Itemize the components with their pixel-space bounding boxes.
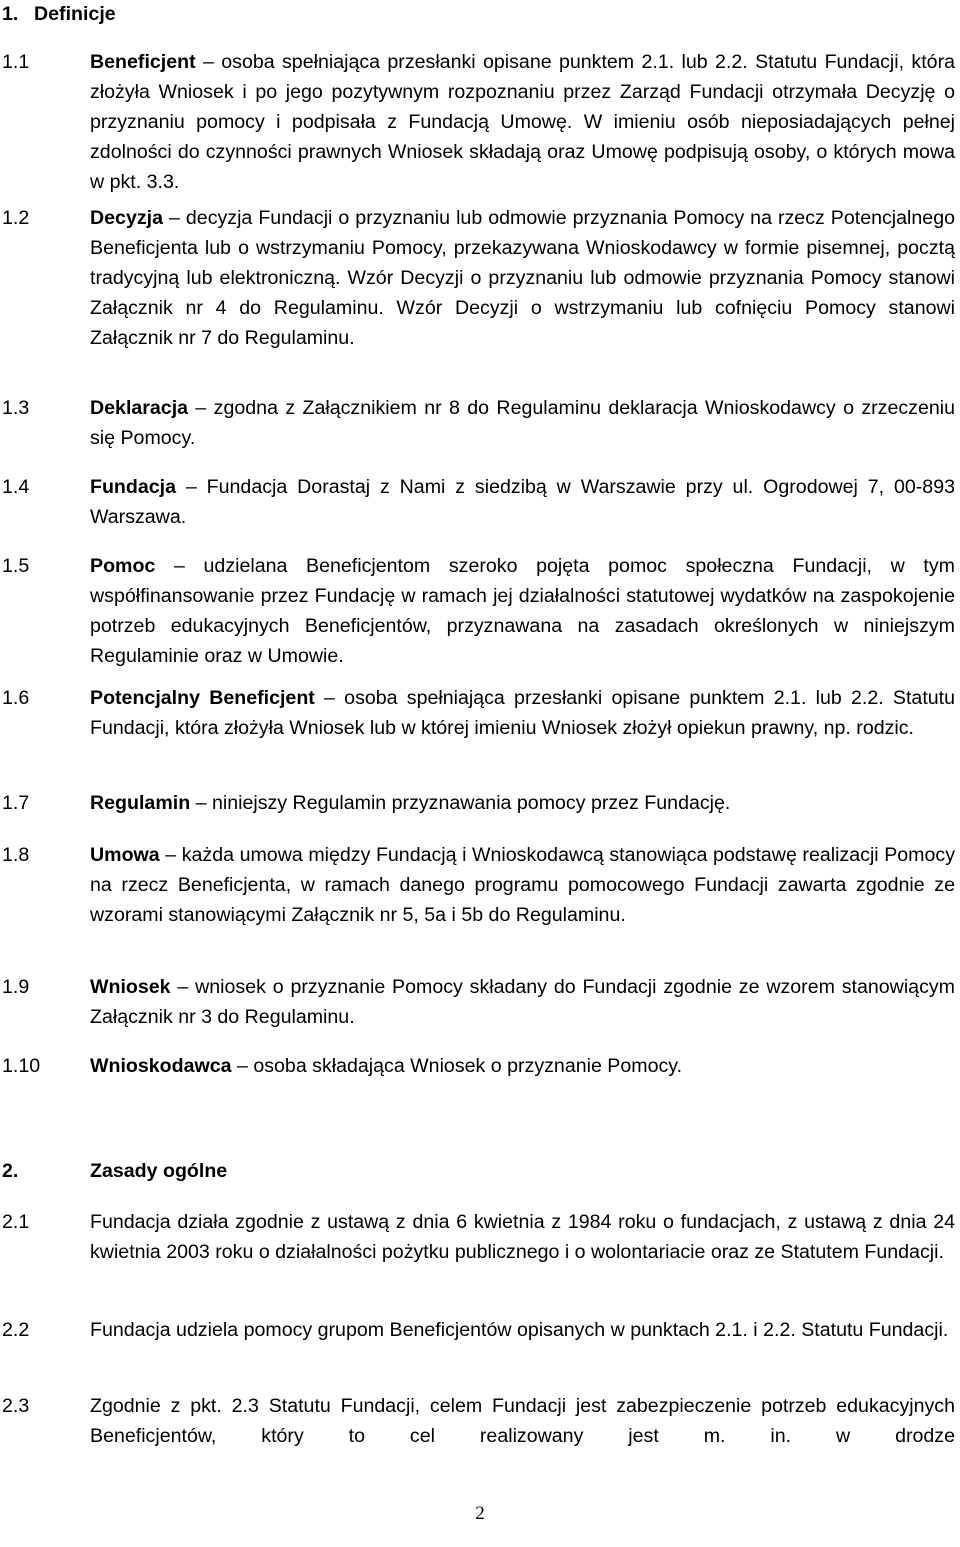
item-number: 1.4 [2, 476, 30, 498]
item-number: 1.7 [2, 792, 30, 814]
section-title: Zasady ogólne [90, 1160, 228, 1182]
item-term: Umowa [90, 844, 160, 866]
item-body [90, 1051, 955, 1081]
item-body [90, 47, 955, 197]
item-number: 2.2 [2, 1319, 30, 1341]
item-term: Fundacja [90, 476, 177, 498]
item-text: – każda umowa między Fundacją i Wnioskodawcą stanowiąca podstawę realizacji Pomocy na rzecz Beneficjenta, w ramach danego programu pomocowego Fundacji zawarta zgodnie ze wzorami stanowiącymi Załącznik nr 5, 5a i 5b do Regulaminu. [90, 844, 955, 926]
item-number: 1.10 [2, 1055, 41, 1077]
item-text: – wniosek o przyznanie Pomocy składany do Fundacji zgodnie ze wzorem stanowiącym Załącznik nr 3 do Regulaminu. [90, 976, 955, 1028]
page-number: 2 [475, 1503, 485, 1524]
item-body [90, 551, 955, 671]
item-number: 1.2 [2, 207, 30, 229]
item-number: 1.8 [2, 844, 30, 866]
item-term: Decyzja [90, 207, 163, 229]
item-body [90, 788, 955, 818]
item-number: 1.6 [2, 687, 30, 709]
item-term: Beneficjent [90, 51, 196, 73]
item-body [90, 1315, 955, 1345]
item-body [90, 1207, 955, 1267]
item-text: Fundacja udziela pomocy grupom Beneficjentów opisanych w punktach 2.1. i 2.2. Statutu Fundacji. [90, 1319, 949, 1341]
item-term: Potencjalny Beneficjent [90, 687, 315, 709]
item-text: – niniejszy Regulamin przyznawania pomocy przez Fundację. [190, 792, 731, 814]
section-title: Definicje [34, 3, 116, 25]
item-term: Deklaracja [90, 397, 189, 419]
item-body [90, 972, 955, 1032]
item-text: – decyzja Fundacji o przyznaniu lub odmowie przyznania Pomocy na rzecz Potencjalnego Beneficjenta lub o wstrzymaniu Pomocy, przekazywana Wnioskodawcy w formie pisemnej, pocztą tradycyjną lub elektroniczną. Wzór Decyzji o przyznaniu lub odmowie przyznania Pomocy stanowi Załącznik nr 4 do Regulaminu. Wzór Decyzji o wstrzymaniu lub cofnięciu Pomocy stanowi Załącznik nr 7 do Regulaminu. [90, 207, 955, 349]
section-number: 2. [2, 1160, 19, 1182]
item-number: 1.1 [2, 51, 30, 73]
item-text: – osoba składająca Wniosek o przyznanie Pomocy. [231, 1055, 683, 1077]
item-number: 1.3 [2, 397, 30, 419]
item-body [90, 840, 955, 930]
item-term: Wnioskodawca [90, 1055, 232, 1077]
item-text: – zgodna z Załącznikiem nr 8 do Regulaminu deklaracja Wnioskodawcy o zrzeczeniu się Pomocy. [90, 397, 955, 449]
item-text: – udzielana Beneficjentom szeroko pojęta pomoc społeczna Fundacji, w tym współfinansowanie przez Fundację w ramach jej działalności statutowej wydatków na zaspokojenie potrzeb edukacyjnych Beneficjentów, przyznawana na zasadach określonych w niniejszym Regulaminie oraz w Umowie. [90, 555, 955, 667]
section-number: 1. [2, 3, 19, 25]
section-heading-general-rules [0, 1157, 960, 1185]
item-term: Regulamin [90, 792, 191, 814]
item-text: Zgodnie z pkt. 2.3 Statutu Fundacji, celem Fundacji jest zabezpieczenie potrzeb edukacyjnych Beneficjentów, który to cel realizowany jest m. in. w drodze [90, 1395, 955, 1447]
item-text: – osoba spełniająca przesłanki opisane punktem 2.1. lub 2.2. Statutu Fundacji, która złożyła Wniosek i po jego pozytywnym rozpoznaniu przez Zarząd Fundacji otrzymała Decyzję o przyznaniu pomocy i podpisała z Fundacją Umowę. W imieniu osób nieposiadających pełnej zdolności do czynności prawnych Wniosek składają oraz Umowę podpisują osoby, o których mowa w pkt. 3.3. [90, 51, 955, 193]
item-body [90, 683, 955, 743]
item-body [90, 1391, 955, 1451]
item-body [90, 472, 955, 532]
item-text: Fundacja działa zgodnie z ustawą z dnia 6 kwietnia z 1984 roku o fundacjach, z ustawą z dnia 24 kwietnia 2003 roku o działalności pożytku publicznego i o wolontariacie oraz ze Statutem Fundacji. [90, 1211, 955, 1263]
item-number: 1.9 [2, 976, 30, 998]
item-body [90, 203, 955, 353]
item-number: 1.5 [2, 555, 30, 577]
item-text: – Fundacja Dorastaj z Nami z siedzibą w Warszawie przy ul. Ogrodowej 7, 00-893 Warszawa. [90, 476, 955, 528]
item-term: Wniosek [90, 976, 171, 998]
item-number: 2.1 [2, 1211, 30, 1233]
item-term: Pomoc [90, 555, 156, 577]
item-text: – osoba spełniająca przesłanki opisane punktem 2.1. lub 2.2. Statutu Fundacji, która złożyła Wniosek lub w której imieniu Wniosek złożył opiekun prawny, np. rodzic. [90, 687, 955, 739]
item-number: 2.3 [2, 1395, 30, 1417]
item-body [90, 393, 955, 453]
section-heading-definitions [0, 0, 960, 28]
